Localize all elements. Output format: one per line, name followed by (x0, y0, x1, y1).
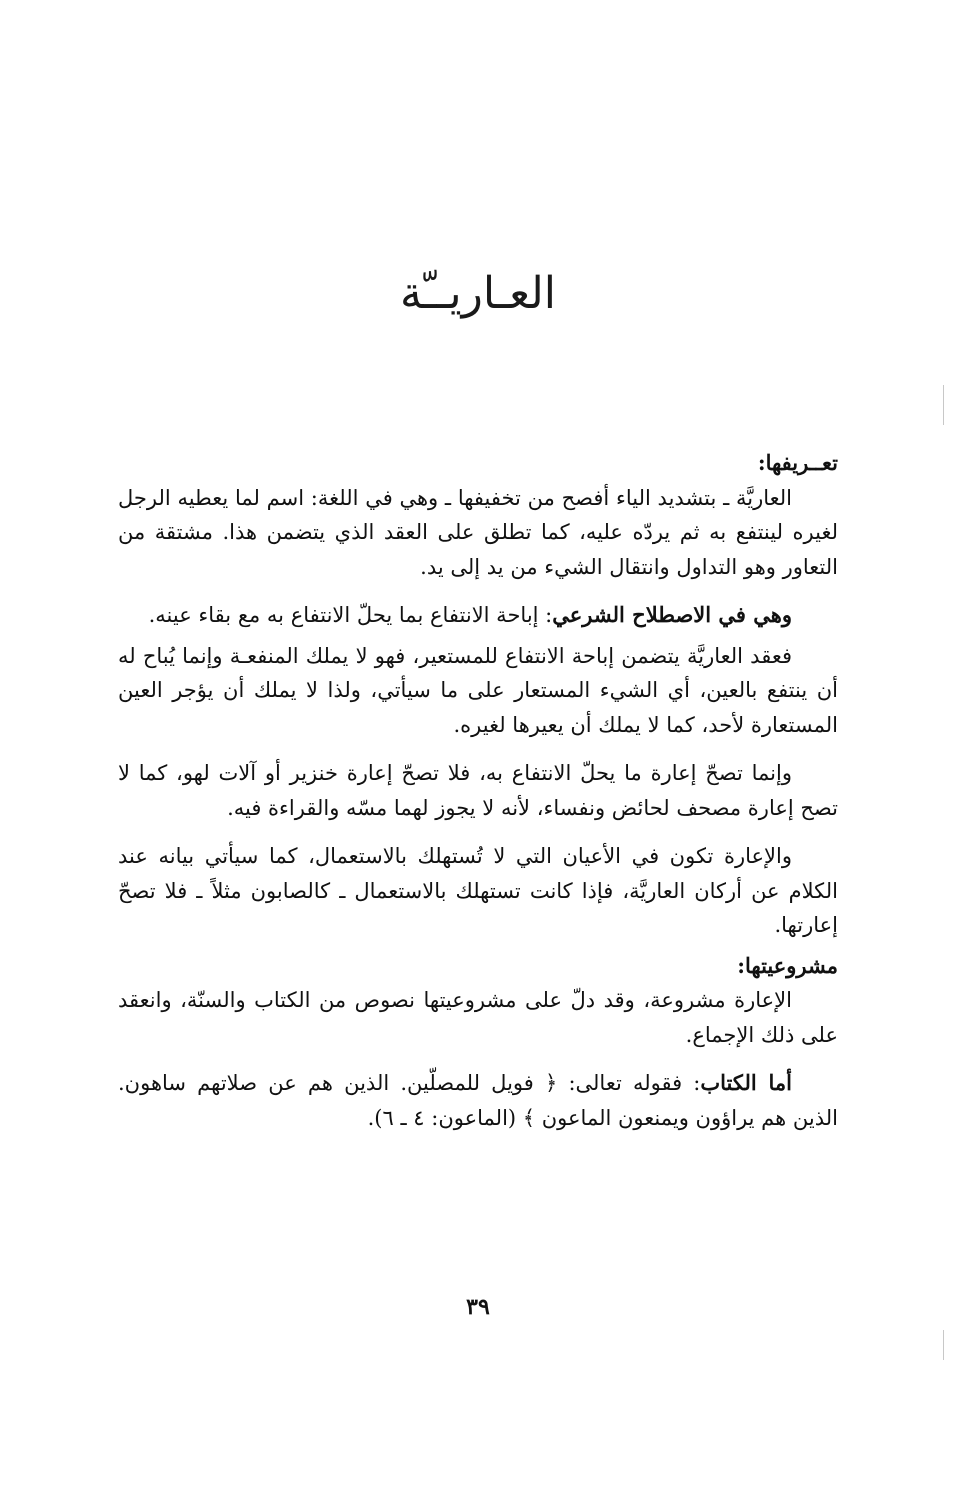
paragraph-contract-nature: فعقد العاريَّة يتضمن إباحة الانتفاع للمستعير، فهو لا يملك المنفعـة وإنما يُباح له أن ينتفع بالعين، أي الشيء المستعار على ما سيأتي، ولذا لا يملك أن يؤجر العين المستعارة لأحد، كما لا يملك أن يعيرها لغيره. (118, 643, 838, 737)
legal-definition-label: وهي في الاصطلاح الشرعي (552, 602, 792, 627)
page-number: ٣٩ (466, 1294, 490, 1320)
paragraph-quran-evidence (118, 1066, 838, 1135)
scan-edge-mark (943, 385, 944, 425)
quran-evidence-label: أما الكتاب (700, 1070, 792, 1095)
paragraph-non-consumable: والإعارة تكون في الأعيان التي لا تُستهلك بالاستعمال، كما سيأتي بيانه عند الكلام عن أركان العاريَّة، فإذا كانت تستهلك بالاستعمال ـ كالصابون مثلاً ـ فلا تصحّ إعارتها. (118, 844, 838, 937)
paragraph-legitimacy: الإعارة مشروعة، وقد دلّ على مشروعيتها نصوص من الكتاب والسنّة، وانعقد على ذلك الإجماع. (118, 988, 838, 1047)
paragraph-permitted-items: وإنما تصحّ إعارة ما يحلّ الانتفاع به، فلا تصحّ إعارة خنزير أو آلات لهو، كما لا تصح إعارة مصحف لحائض ونفساء، لأنه لا يجوز لهما مسّه والقراءة فيه. (118, 761, 838, 820)
scan-edge-mark-bottom (943, 1330, 944, 1360)
legitimacy-heading: مشروعيتها: (737, 952, 838, 978)
chapter-title: العـاريــّة (399, 268, 557, 319)
paragraph-definition-legal (118, 598, 838, 633)
quran-evidence-text: : فقوله تعالى: ﴿ فويل للمصلّين. الذين هم عن صلاتهم ساهون. الذين هم يراؤون ويمنعون الماعون ﴾ (الماعون: ٤ ـ ٦). (118, 1071, 838, 1130)
definition-heading: تعــريفها: (757, 450, 838, 475)
paragraph-definition-language: العاريَّة ـ بتشديد الياء أفصح من تخفيفها ـ وهي في اللغة: اسم لما يعطيه الرجل لغيره لينتفع به ثم يردّه عليه، كما تطلق على العقد الذي يتضمن هذا. مشتقة من التعاور وهو التداول وانتقال الشيء من يد إلى يد. (118, 485, 838, 579)
page-body (118, 446, 838, 1149)
legal-definition-text: : إباحة الانتفاع بما يحلّ الانتفاع به مع بقاء عينه. (148, 603, 553, 627)
